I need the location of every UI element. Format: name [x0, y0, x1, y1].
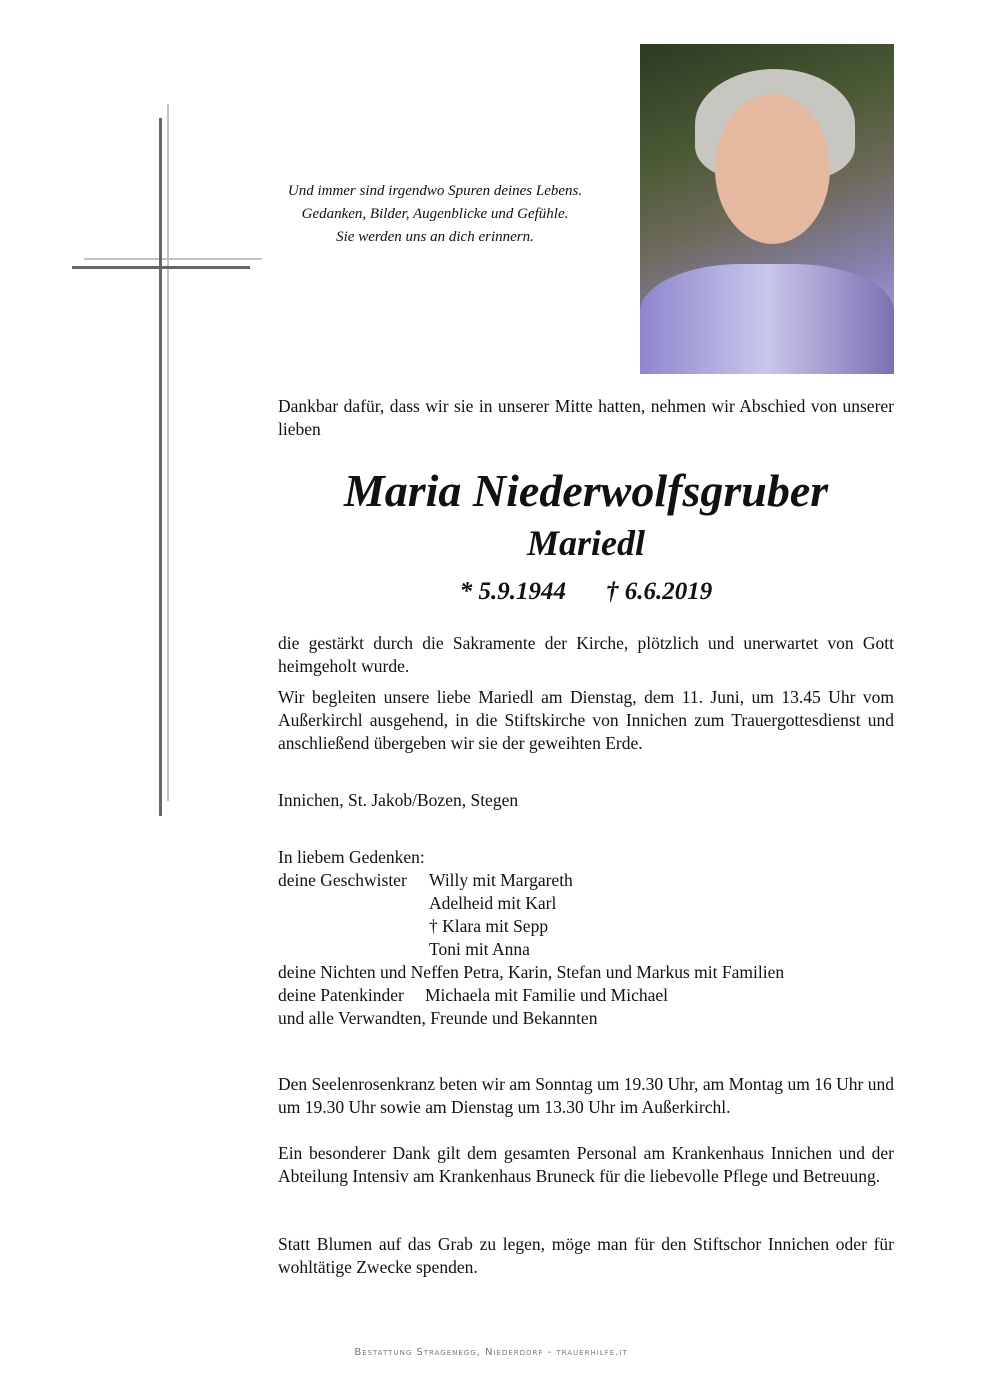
birth-date: * 5.9.1944	[459, 578, 566, 605]
rosary-text: Den Seelenrosenkranz beten wir am Sonntag um 19.30 Uhr, am Montag um 16 Uhr und um 19.30 Uhr sowie am Dienstag um 13.30 Uhr im Außerkirchl.	[278, 1074, 894, 1117]
funeral-text: Wir begleiten unsere liebe Mariedl am Dienstag, dem 11. Juni, um 13.45 Uhr vom Außerkirchl ausgehend, in die Stiftskirche von Innichen zum Trauergottesdienst und anschließend übergeben wir sie der geweihten Erde.	[278, 687, 894, 753]
mourners-heading: In liebem Gedenken:	[278, 847, 425, 867]
quote-line: Gedanken, Bilder, Augenblicke und Gefühle.	[301, 206, 569, 222]
deceased-name: Maria Niederwolfsgruber	[343, 465, 829, 516]
intro-text: Dankbar dafür, dass wir sie in unserer Mitte hatten, nehmen wir Abschied von unserer lieben	[278, 396, 894, 439]
sibling: Willy mit Margareth	[429, 870, 573, 890]
quote-line: Und immer sind irgendwo Spuren deines Lebens.	[287, 183, 583, 199]
other-mourners: und alle Verwandten, Freunde und Bekannten	[278, 1008, 598, 1028]
godchildren: Michaela mit Familie und Michael	[425, 985, 668, 1005]
godchildren-label: deine Patenkinder	[278, 985, 404, 1005]
nieces-nephews: deine Nichten und Neffen Petra, Karin, Stefan und Markus mit Familien	[278, 962, 785, 982]
flowers-text: Statt Blumen auf das Grab zu legen, möge man für den Stiftschor Innichen oder für wohltätige Zwecke spenden.	[278, 1234, 894, 1277]
siblings-label: deine Geschwister	[278, 870, 407, 890]
thanks-text: Ein besonderer Dank gilt dem gesamten Personal am Krankenhaus Innichen und der Abteilung Intensiv am Krankenhaus Bruneck für die liebevolle Pflege und Betreuung.	[278, 1143, 894, 1186]
quote-line: Sie werden uns an dich erinnern.	[336, 229, 534, 245]
sacrament-text: die gestärkt durch die Sakramente der Kirche, plötzlich und unerwartet von Gott heimgeholt wurde.	[278, 633, 894, 676]
portrait-photo	[640, 44, 894, 374]
sibling: Toni mit Anna	[429, 939, 530, 959]
deceased-nickname: Mariedl	[526, 523, 645, 563]
mourners-list	[278, 846, 894, 1030]
memorial-quote	[250, 180, 620, 249]
death-date: † 6.6.2019	[606, 578, 713, 605]
places-text: Innichen, St. Jakob/Bozen, Stegen	[278, 790, 519, 810]
sibling: Adelheid mit Karl	[429, 893, 557, 913]
sibling: † Klara mit Sepp	[429, 916, 549, 936]
footer-credit: Bestattung Stragenegg, Niederdorf - trauerhilfe.it	[354, 1347, 628, 1358]
life-dates	[278, 578, 894, 606]
